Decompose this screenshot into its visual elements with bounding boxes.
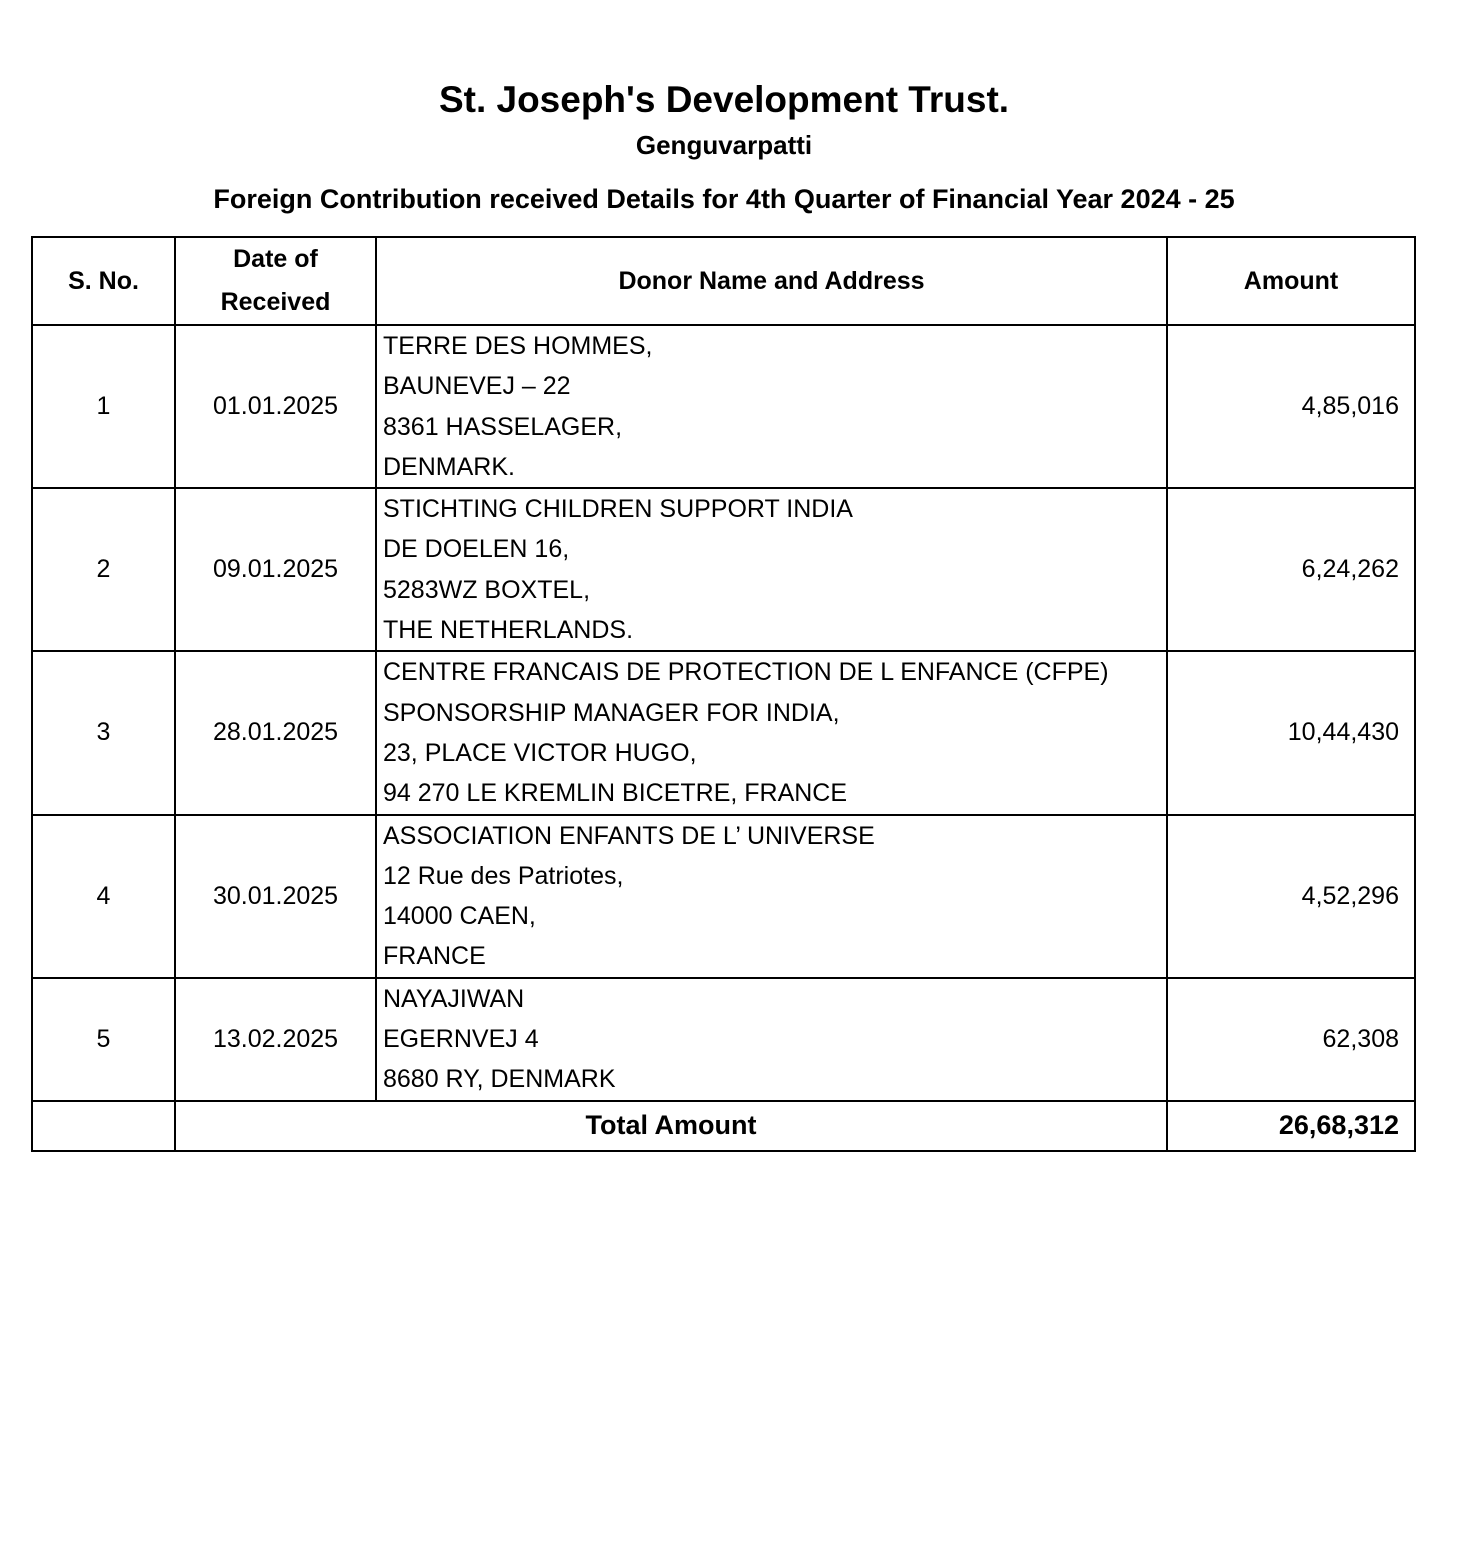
donor-address-line: SPONSORSHIP MANAGER FOR INDIA, xyxy=(383,698,840,727)
table-row xyxy=(32,978,1415,1101)
donor-address-line: DE DOELEN 16, xyxy=(383,535,570,564)
donor-address-line: BAUNEVEJ – 22 xyxy=(383,372,571,401)
total-label: Total Amount xyxy=(175,1101,1167,1151)
donor-address-line: CENTRE FRANCAIS DE PROTECTION DE L ENFANCE (CFPE) xyxy=(383,658,1109,687)
donor-name-address xyxy=(376,651,1167,814)
column-header-date-line1: Date of xyxy=(233,245,318,273)
total-amount: 26,68,312 xyxy=(1167,1101,1415,1151)
table-row xyxy=(32,488,1415,651)
amount: 10,44,430 xyxy=(1167,651,1415,814)
donor-address-line: 94 270 LE KREMLIN BICETRE, FRANCE xyxy=(383,779,848,808)
received-date: 13.02.2025 xyxy=(175,978,376,1101)
amount: 6,24,262 xyxy=(1167,488,1415,651)
donor-address-line: 5283WZ BOXTEL, xyxy=(383,575,591,604)
received-date: 09.01.2025 xyxy=(175,488,376,651)
total-row xyxy=(32,1101,1415,1151)
donor-address-line: THE NETHERLANDS. xyxy=(383,616,634,645)
donor-address-line: NAYAJIWAN xyxy=(383,984,525,1013)
donor-name-address xyxy=(376,325,1167,488)
total-row-empty-cell xyxy=(32,1101,175,1151)
received-date: 28.01.2025 xyxy=(175,651,376,814)
table-header-row xyxy=(32,237,1415,325)
column-header-date xyxy=(175,237,376,325)
table-row xyxy=(32,651,1415,814)
table-body xyxy=(32,325,1415,1101)
donor-address-line: TERRE DES HOMMES, xyxy=(383,332,653,360)
column-header-donor: Donor Name and Address xyxy=(376,237,1167,325)
donor-name-address xyxy=(376,488,1167,651)
organization-place: Genguvarpatti xyxy=(635,130,813,160)
serial-number: 5 xyxy=(32,978,175,1101)
donor-address-line: EGERNVEJ 4 xyxy=(383,1025,539,1054)
donor-address-line: STICHTING CHILDREN SUPPORT INDIA xyxy=(383,495,853,524)
serial-number: 2 xyxy=(32,488,175,651)
received-date: 01.01.2025 xyxy=(175,325,376,488)
donor-address-line: 14000 CAEN, xyxy=(383,902,536,931)
report-title: Foreign Contribution received Details for 4th Quarter of Financial Year 2024 - 25 xyxy=(213,184,1235,214)
table-row xyxy=(32,325,1415,488)
donor-address-line: ASSOCIATION ENFANTS DE L’ UNIVERSE xyxy=(383,821,875,850)
donor-address-line: 23, PLACE VICTOR HUGO, xyxy=(383,738,697,767)
serial-number: 3 xyxy=(32,651,175,814)
organization-name: St. Joseph's Development Trust. xyxy=(438,79,1010,120)
amount: 62,308 xyxy=(1167,978,1415,1101)
column-header-amount: Amount xyxy=(1167,237,1415,325)
donor-name-address xyxy=(376,978,1167,1101)
serial-number: 1 xyxy=(32,325,175,488)
amount: 4,52,296 xyxy=(1167,815,1415,978)
donor-address-line: FRANCE xyxy=(383,942,486,971)
donor-address-line: 8680 RY, DENMARK xyxy=(383,1065,616,1094)
received-date: 30.01.2025 xyxy=(175,815,376,978)
donor-name-address xyxy=(376,815,1167,978)
amount: 4,85,016 xyxy=(1167,325,1415,488)
serial-number: 4 xyxy=(32,815,175,978)
donor-address-line: 12 Rue des Patriotes, xyxy=(383,861,624,890)
table-row xyxy=(32,815,1415,978)
column-header-sno: S. No. xyxy=(32,237,175,325)
column-header-date-line2: Received xyxy=(220,288,331,316)
donor-address-line: 8361 HASSELAGER, xyxy=(383,412,623,441)
donor-address-line: DENMARK. xyxy=(383,452,515,481)
contribution-table xyxy=(31,236,1416,1152)
